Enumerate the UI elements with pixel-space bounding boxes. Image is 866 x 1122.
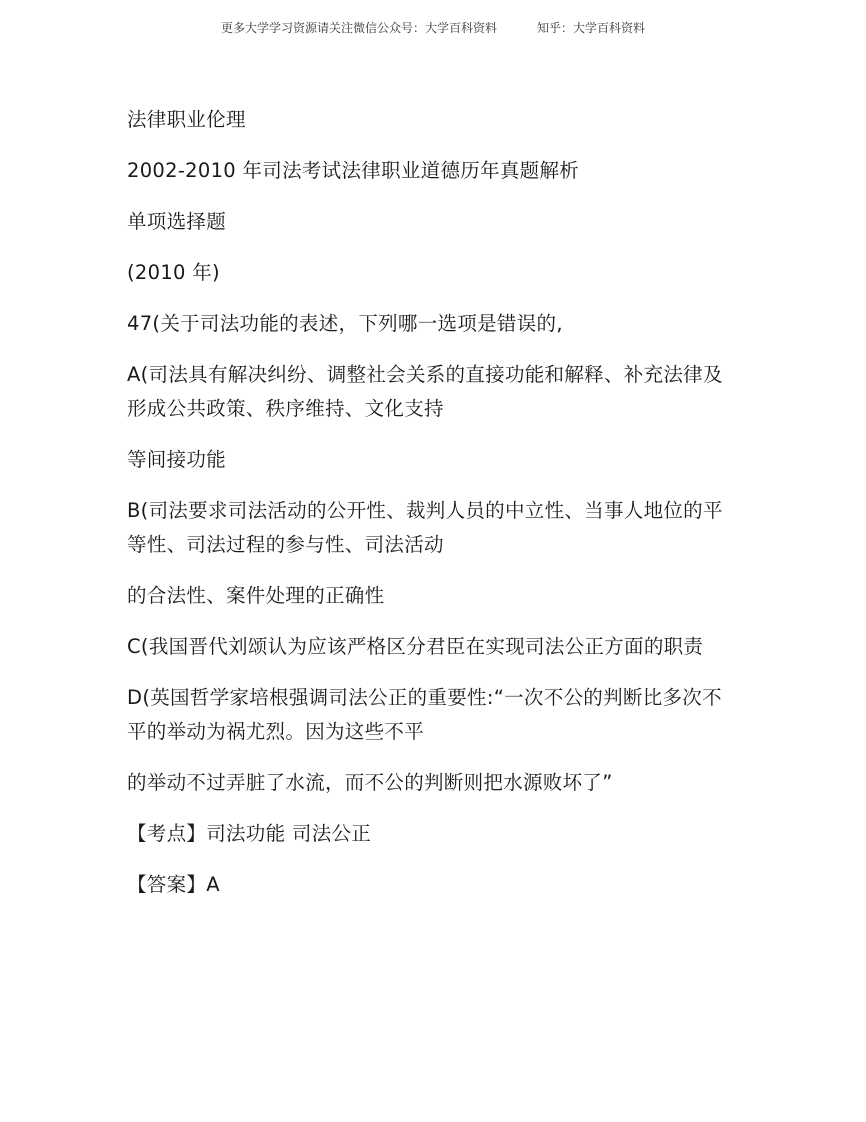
- option-b-continued: 的合法性、案件处理的正确性: [127, 584, 385, 607]
- option-d-continued: 的举动不过弄脏了水流，而不公的判断则把水源败坏了”: [127, 771, 613, 794]
- option-a-continued: 等间接功能: [127, 448, 227, 471]
- option-d: D(英国哲学家培根强调司法公正的重要性:“一次不公的判断比多次不平的举动为祸尤烈。因为这些不平: [127, 686, 722, 743]
- document-body: [127, 103, 735, 919]
- answer-note: 【答案】A: [127, 873, 220, 896]
- question-stem: 47(关于司法功能的表述，下列哪一选项是错误的,: [127, 312, 563, 335]
- option-c: C(我国晋代刘颂认为应该严格区分君臣在实现司法公正方面的职责: [127, 635, 704, 658]
- option-b: B(司法要求司法活动的公开性、裁判人员的中立性、当事人地位的平等性、司法过程的参与性、司法活动: [127, 499, 723, 556]
- document-subtitle: 2002-2010 年司法考试法律职业道德历年真题解析: [127, 159, 580, 182]
- header-wechat-note: 更多大学学习资源请关注微信公众号：大学百科资料: [220, 21, 497, 35]
- header-zhihu-note: 知乎：大学百科资料: [537, 21, 646, 35]
- topic-note: 【考点】司法功能 司法公正: [127, 822, 372, 845]
- option-a: A(司法具有解决纠纷、调整社会关系的直接功能和解释、补充法律及形成公共政策、秩序维持、文化支持: [127, 363, 723, 420]
- page-header: [0, 19, 866, 36]
- document-title: 法律职业伦理: [127, 108, 246, 131]
- year-label: (2010 年): [127, 261, 220, 284]
- section-heading: 单项选择题: [127, 210, 227, 233]
